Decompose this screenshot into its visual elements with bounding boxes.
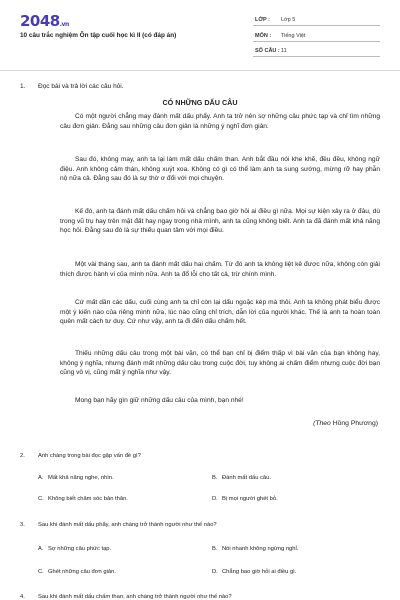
option-letter: A.: [38, 475, 44, 481]
story-title: CÓ NHỮNG DẤU CÂU: [162, 98, 238, 107]
question-prompt: Anh chàng trong bài đọc gặp vấn đề gì?: [38, 453, 141, 459]
page-header: [0, 0, 400, 62]
option-text: Nói nhanh không ngừng nghỉ.: [222, 546, 299, 552]
answer-option[interactable]: [212, 496, 278, 502]
option-text: Sợ những câu phức tạp.: [48, 546, 112, 552]
logo-tld: .vn: [59, 21, 69, 28]
logo-text: 2048: [20, 12, 60, 30]
question-number: 2.: [20, 453, 25, 459]
option-letter: C.: [38, 496, 44, 502]
answer-option[interactable]: [38, 475, 114, 481]
story-paragraph: Sau đó, không may, anh ta lại làm mất dấu chấm than. Anh bắt đầu nói khe khẽ, đều đều, không ngữ điệu. Anh không cảm thán, không xuýt xoa. Không có gì có thể làm anh ta sung sướng, mừng rỡ hay phẫn nộ nữa cả. Đằng sau đó là sự thờ ơ đối với mọi chuyện.: [60, 156, 380, 183]
option-letter: D.: [212, 496, 218, 502]
meta-count-value: 11: [281, 48, 287, 54]
option-text: Không biết chăm sóc bản thân.: [48, 496, 128, 502]
author-name: Hồng Phương): [330, 420, 378, 427]
question-prompt: Đọc bài và trả lời các câu hỏi.: [38, 83, 124, 90]
option-text: Bị mọi người ghét bỏ.: [222, 496, 278, 502]
option-text: Chẳng bao giờ hỏi ai điều gì.: [222, 569, 297, 575]
story-author: [78, 420, 378, 427]
answer-option[interactable]: [212, 569, 296, 575]
story-paragraph: Kế đó, anh ta đánh mất dấu chấm hỏi và chẳng bao giờ hỏi ai điều gì nữa. Mọi sự kiện xảy ra ở đâu, dù trong vũ trụ hay trên mặt đất hay ngay trong nhà mình, anh ta cũng không biết. Anh ta đã đánh mất khả năng học hỏi. Đằng sau đó là sự thiếu quan tâm với mọi điều.: [60, 208, 380, 235]
header-divider: [0, 70, 400, 71]
option-letter: B.: [212, 475, 218, 481]
document-title: 10 câu trắc nghiệm Ôn tập cuối học kì II (có đáp án): [20, 32, 177, 39]
story-paragraph: Có một người chẳng may đánh mất dấu phẩy. Anh ta trở nên sợ những câu phức tạp và chỉ tìm những câu đơn giản. Đằng sau những câu đơn giản là những ý nghĩ đơn giản.: [60, 113, 380, 130]
question-number: 1.: [20, 83, 26, 90]
story-paragraph: Cứ mất dần các dấu, cuối cùng anh ta chỉ còn lại dấu ngoặc kép mà thôi. Anh ta không phát biểu được một ý kiến nào của riêng mình nữa, lúc nào cũng chỉ trích, dẫn lời của người khác. Thế là anh ta hoàn toàn quên mất cách tư duy. Cứ như vậy, anh ta đi đến dấu chấm hết.: [60, 299, 380, 326]
question-number: 4.: [20, 594, 25, 600]
answer-option[interactable]: [38, 546, 111, 552]
question-prompt: Sau khi đánh mất dấu phẩy, anh chàng trở thành người như thế nào?: [38, 522, 217, 528]
site-logo[interactable]: [20, 12, 69, 30]
option-text: Ghét những câu đơn giản.: [48, 569, 116, 575]
answer-option[interactable]: [212, 546, 298, 552]
story-paragraph: Mong bạn hãy gìn giữ những dấu câu của mình, bạn nhé!: [75, 397, 244, 404]
story-paragraph: Thiếu những dấu câu trong một bài văn, có thể bạn chỉ bị điểm thấp vì bài văn của bạn không hay, không ý nghĩa, nhưng đánh mất những dấu câu trong cuộc đời, tuy không ai chấm điểm nhưng cuộc đời bạn cũng vô vị, cũng mất ý nghĩa như vậy.: [60, 350, 380, 377]
answer-option[interactable]: [38, 496, 128, 502]
meta-grade-label: LỚP :: [255, 17, 270, 23]
meta-count-label: SỐ CÂU :: [255, 48, 280, 54]
option-letter: D.: [212, 569, 218, 575]
meta-subject-value: Tiếng Việt: [281, 33, 306, 39]
author-prefix: (Theo: [313, 420, 331, 427]
answer-option[interactable]: [38, 569, 116, 575]
answer-option[interactable]: [212, 475, 271, 481]
meta-grade-value: Lớp 5: [281, 17, 296, 23]
meta-subject-label: MÔN :: [255, 33, 272, 39]
option-text: Đánh mất dấu câu.: [222, 475, 271, 481]
question-number: 3.: [20, 522, 25, 528]
story-paragraph: Một vài tháng sau, anh ta đánh mất dấu hai chấm. Từ đó anh ta không liệt kê được nữa, không còn giải thích được hành vi của mình nữa. Anh ta đổ lỗi cho tất cả, trừ chính mình.: [60, 261, 380, 278]
option-letter: A.: [38, 546, 44, 552]
meta-question-count: [253, 45, 380, 57]
question-prompt: Sau khi đánh mất dấu chấm than, anh chàng trở thành người như thế nào?: [38, 594, 232, 600]
meta-subject: [253, 30, 380, 42]
option-text: Mất khả năng nghe, nhìn.: [48, 475, 114, 481]
meta-grade: [253, 14, 380, 26]
option-letter: C.: [38, 569, 44, 575]
option-letter: B.: [212, 546, 218, 552]
